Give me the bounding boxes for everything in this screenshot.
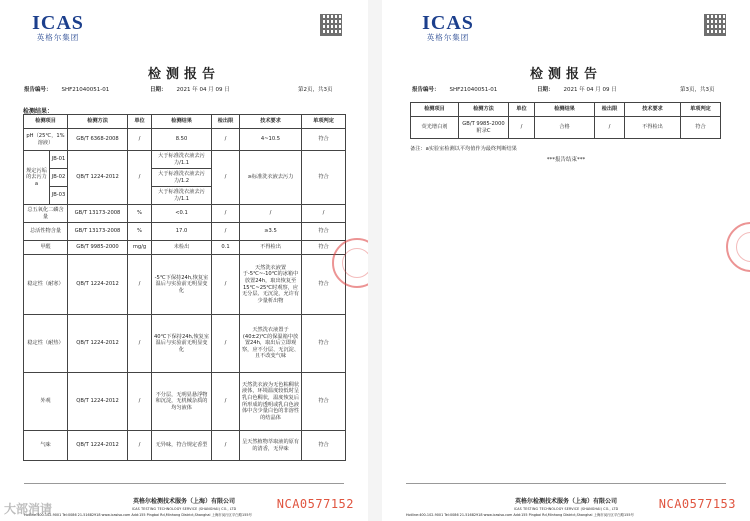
- report-page-2: [0, 0, 368, 521]
- cell-limit: 0.1: [212, 241, 240, 255]
- cell-unit: mg/g: [128, 241, 152, 255]
- cell-verdict: 符合: [302, 151, 346, 205]
- cell-method: GB/T 9985-2000: [68, 241, 128, 255]
- logo-text: ICAS: [32, 12, 84, 34]
- report-title: 检测报告: [147, 67, 220, 82]
- cell-limit: /: [595, 117, 625, 139]
- remark-text: 备注：a实验室检测以平均值作为最终判断结果: [410, 146, 517, 152]
- header-limit: 检出限: [595, 103, 625, 117]
- table-row: [24, 373, 346, 431]
- cell-item: 稳定性（耐寒）: [24, 255, 68, 315]
- header-limit: 检出限: [212, 115, 240, 129]
- page-number: 第3页，共3页: [680, 87, 715, 93]
- cell-requirement: /: [240, 205, 302, 223]
- header-method: 检测方法: [459, 103, 509, 117]
- report-end-note: ***报告结束***: [546, 157, 586, 163]
- cell-unit: /: [128, 129, 152, 151]
- cell-result: 未检出: [152, 241, 212, 255]
- cell-item: 外观: [24, 373, 68, 431]
- report-date-value: 2021 年 04 月 09 日: [176, 87, 230, 93]
- report-number: [24, 85, 109, 93]
- cell-unit: /: [128, 431, 152, 461]
- table-row: [24, 205, 346, 223]
- cell-subitem: JB-01: [50, 151, 68, 169]
- report-number: [412, 85, 497, 93]
- cell-result: -5℃下保持24h,恢复室温后与实验前无明显变化: [152, 255, 212, 315]
- logo-subtitle: 英格尔集团: [36, 33, 80, 42]
- cell-result: 40℃下保持24h,恢复室温后与实验前无明显变化: [152, 315, 212, 373]
- section-heading: 检测结果：: [23, 108, 54, 115]
- cell-requirement: 4~10.5: [240, 129, 302, 151]
- cell-verdict: 符合: [302, 223, 346, 241]
- header-unit: 单位: [509, 103, 535, 117]
- cell-limit: /: [212, 431, 240, 461]
- table-header-row: [411, 103, 721, 117]
- cell-requirement: 天然洗衣液置于-5℃~-10℃的冰箱中放置24h，取出恢复至15℃~25℃时观察，应无分层、无沉淀，允许有少量析出物: [240, 255, 302, 315]
- footer-divider: [406, 483, 726, 484]
- cell-unit: /: [509, 117, 535, 139]
- cell-item: 规定污垢的去污力a: [24, 151, 50, 205]
- cell-requirement: 天然洗衣液为无色粘稠状液体，环境温度较低时呈乳白色稠状，温度恢复后所形成的透明或乳白色液体中含少量白色的非溶性的结晶体: [240, 373, 302, 431]
- header-result: 检测结果: [535, 103, 595, 117]
- header-verdict: 单项判定: [681, 103, 721, 117]
- icas-logo: [24, 13, 92, 42]
- cell-item: 甲醛: [24, 241, 68, 255]
- cell-result: 大于标准洗衣液去污力/1.2: [152, 169, 212, 187]
- table-row: [24, 431, 346, 461]
- cell-method: QB/T 1224-2012: [68, 255, 128, 315]
- cell-unit: %: [128, 223, 152, 241]
- cell-verdict: 符合: [302, 315, 346, 373]
- cell-result: 大于标准洗衣液去污力/1.1: [152, 151, 212, 169]
- cell-result: 不分层，无明显悬浮物和沉淀，无机械杂质的均匀液体: [152, 373, 212, 431]
- cell-result: 8.50: [152, 129, 212, 151]
- cell-method: QB/T 1224-2012: [68, 373, 128, 431]
- cell-unit: %: [128, 205, 152, 223]
- cell-requirement: 不得检出: [240, 241, 302, 255]
- cell-item: pH（25℃，1%溶液）: [24, 129, 68, 151]
- cell-item: 荧光增白剂: [411, 117, 459, 139]
- report-date-value: 2021 年 04 月 09 日: [563, 87, 617, 93]
- cell-method: GB/T 13173-2008: [68, 205, 128, 223]
- footer-company-cn: 英格尔检测技术服务（上海）有限公司: [132, 498, 235, 505]
- page-number: 第2页，共3页: [298, 87, 333, 93]
- cell-item: 稳定性（耐热）: [24, 315, 68, 373]
- header-method: 检测方法: [68, 115, 128, 129]
- cell-verdict: 符合: [302, 373, 346, 431]
- cell-unit: /: [128, 151, 152, 205]
- cell-result: <0.1: [152, 205, 212, 223]
- footer-contact: Hotline:400-102-9001 Tel:0086 21-51682918 www.icasiso.com Add:155 Pingbai Rd,Minhang District,Shanghai 上海市闵行区平白路155号: [24, 513, 252, 517]
- logo-text: ICAS: [422, 12, 474, 34]
- table-header-row: [24, 115, 346, 129]
- cell-subitem: JB-03: [50, 187, 68, 205]
- footer-company-cn: 英格尔检测技术服务（上海）有限公司: [514, 498, 617, 505]
- cell-verdict: 符合: [302, 431, 346, 461]
- page-gap: [368, 0, 382, 521]
- table-row: [24, 129, 346, 151]
- cell-result: 无异味，符合规定香型: [152, 431, 212, 461]
- footer-company-en: ICAS TESTING TECHNOLOGY SERVICE (SHANGHAI) CO., LTD: [131, 507, 237, 511]
- header-verdict: 单项判定: [302, 115, 346, 129]
- report-number-label: 报告编号：: [412, 87, 440, 93]
- report-date: [150, 85, 230, 93]
- cell-method: GB/T 13173-2008: [68, 223, 128, 241]
- cell-verdict: 符合: [302, 129, 346, 151]
- table-row: [24, 255, 346, 315]
- cell-method: QB/T 1224-2012: [68, 151, 128, 205]
- header-unit: 单位: [128, 115, 152, 129]
- cell-limit: /: [212, 255, 240, 315]
- official-stamp: [726, 222, 750, 272]
- cell-verdict: 符合: [681, 117, 721, 139]
- cell-limit: /: [212, 205, 240, 223]
- footer-contact: Hotline:400-102-9001 Tel:0086 21-51682918 www.icasiso.com Add:155 Pingbai Rd,Minhang District,Shanghai 上海市闵行区平白路155号: [406, 513, 634, 517]
- qr-code-icon: [320, 14, 342, 36]
- icas-logo: [414, 13, 482, 42]
- footer-company-en: ICAS TESTING TECHNOLOGY SERVICE (SHANGHAI) CO., LTD: [513, 507, 619, 511]
- header-item: 检测项目: [411, 103, 459, 117]
- cell-verdict: 符合: [302, 241, 346, 255]
- report-page-3: [382, 0, 750, 521]
- cell-requirement: 不得检出: [625, 117, 681, 139]
- cell-unit: /: [128, 315, 152, 373]
- header-item: 检测项目: [24, 115, 68, 129]
- header-result: 检测结果: [152, 115, 212, 129]
- logo-subtitle: 英格尔集团: [426, 33, 470, 42]
- watermark-text: 大部消请: [4, 502, 53, 516]
- cell-limit: /: [212, 315, 240, 373]
- cell-method: QB/T 1224-2012: [68, 431, 128, 461]
- serial-number: NCA0577152: [276, 497, 354, 511]
- table-row: [24, 241, 346, 255]
- cell-unit: /: [128, 373, 152, 431]
- cell-requirement: ≥3.5: [240, 223, 302, 241]
- qr-code-icon: [704, 14, 726, 36]
- report-number-label: 报告编号：: [24, 87, 52, 93]
- cell-limit: /: [212, 223, 240, 241]
- cell-result: 17.0: [152, 223, 212, 241]
- cell-verdict: /: [302, 205, 346, 223]
- cell-requirement: 天然洗衣液置于(40±2)℃的保温箱中放置24h，取出后立即观察，应不分层、无沉淀、且不改变气味: [240, 315, 302, 373]
- report-title: 检测报告: [529, 67, 602, 82]
- cell-method: GB/T 9985-2000 附录C: [459, 117, 509, 139]
- cell-item: 总活性物含量: [24, 223, 68, 241]
- cell-method: GB/T 6368-2008: [68, 129, 128, 151]
- header-requirement: 技术要求: [240, 115, 302, 129]
- cell-result: 合格: [535, 117, 595, 139]
- cell-subitem: JB-02: [50, 169, 68, 187]
- cell-method: QB/T 1224-2012: [68, 315, 128, 373]
- report-number-value: SHF21040051-01: [61, 87, 110, 93]
- cell-result: 大于标准洗衣液去污力/1.1: [152, 187, 212, 205]
- cell-item: 气味: [24, 431, 68, 461]
- table-row: [411, 117, 721, 139]
- cell-requirement: 呈天然植物萃取液的原有的清香，无异味: [240, 431, 302, 461]
- footer-divider: [24, 483, 344, 484]
- cell-limit: /: [212, 373, 240, 431]
- cell-requirement: ≥标准洗衣液去污力: [240, 151, 302, 205]
- report-date-label: 日期：: [537, 87, 554, 93]
- cell-unit: /: [128, 255, 152, 315]
- table-row: [24, 315, 346, 373]
- report-date: [537, 85, 617, 93]
- serial-number: NCA0577153: [658, 497, 736, 511]
- cell-verdict: 符合: [302, 255, 346, 315]
- results-table: [410, 102, 721, 139]
- cell-limit: /: [212, 129, 240, 151]
- report-date-label: 日期：: [150, 87, 167, 93]
- results-table: [23, 114, 346, 461]
- table-row: [24, 151, 346, 169]
- cell-item: 总五氧化二磷含量: [24, 205, 68, 223]
- cell-limit: /: [212, 151, 240, 205]
- header-requirement: 技术要求: [625, 103, 681, 117]
- report-number-value: SHF21040051-01: [449, 87, 498, 93]
- table-row: [24, 223, 346, 241]
